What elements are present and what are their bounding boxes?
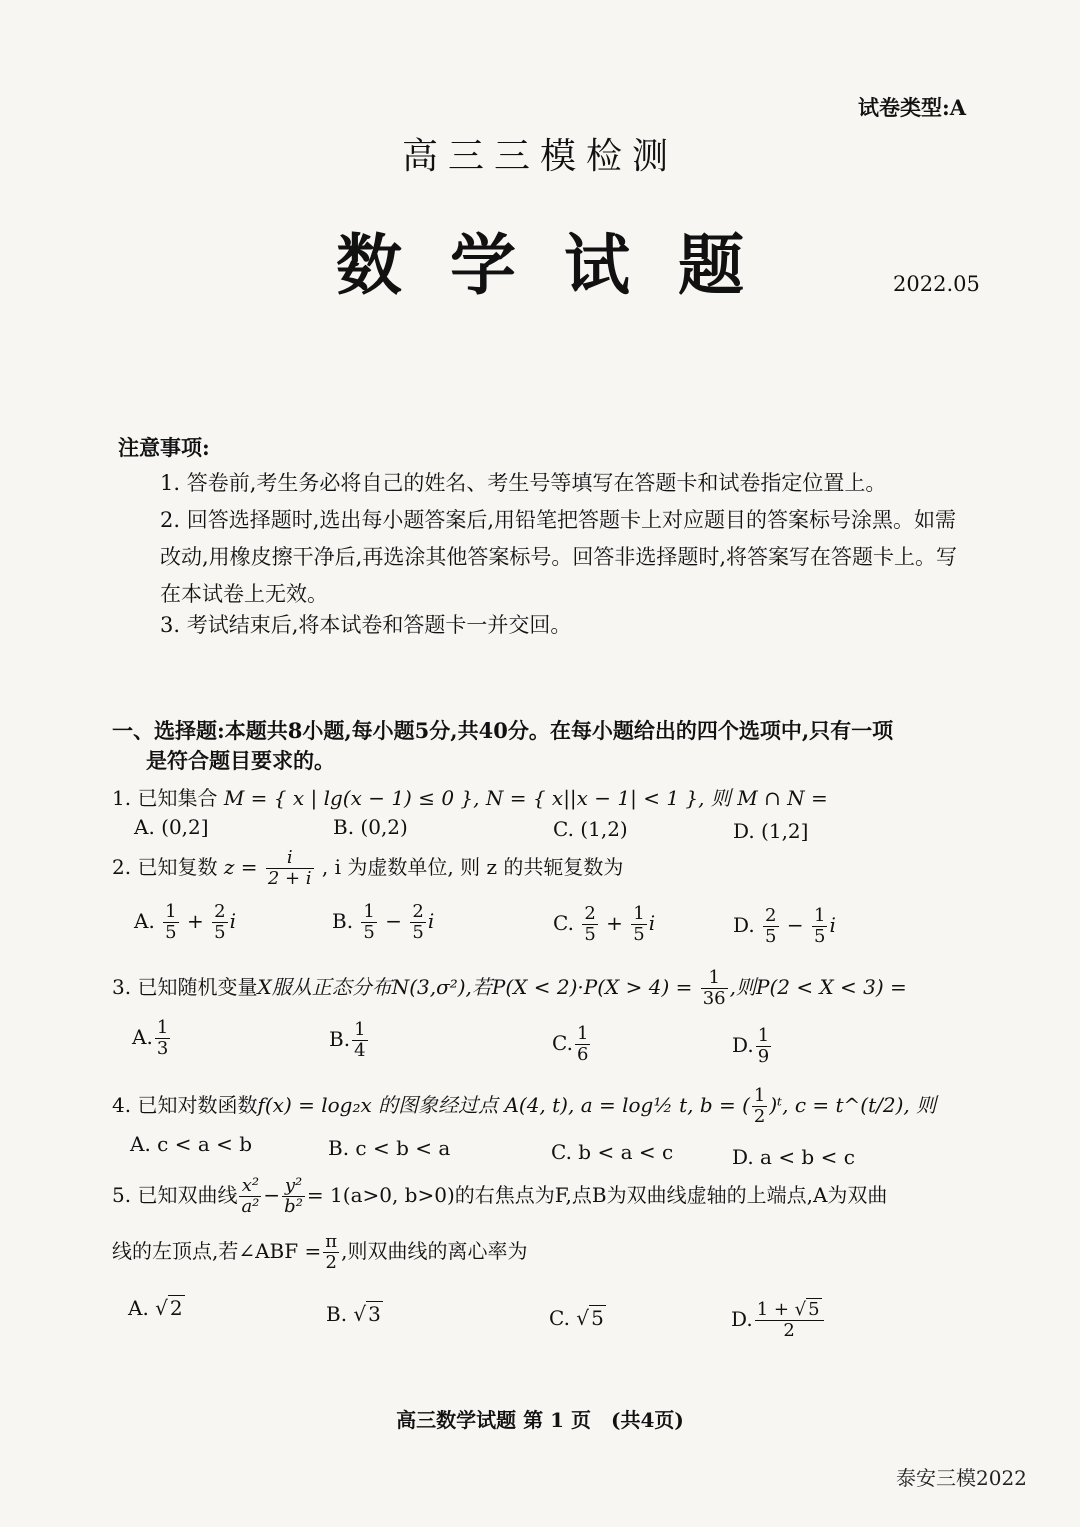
fraction-numerator: 1 bbox=[633, 903, 645, 924]
question-2-option-d bbox=[733, 906, 836, 947]
stem-suffix: ,则双曲线的离心率为 bbox=[341, 1239, 528, 1263]
fraction-numerator: 1 bbox=[354, 1019, 366, 1040]
question-3-stem bbox=[112, 968, 907, 1009]
fraction-numerator: 1 bbox=[757, 1025, 770, 1046]
stem-prefix: 2. 已知复数 bbox=[112, 855, 218, 879]
option-label: B. bbox=[329, 1027, 351, 1051]
stem-fraction bbox=[266, 848, 314, 889]
question-1-option-d: D. (1,2] bbox=[733, 819, 809, 843]
fraction-denominator: 3 bbox=[156, 1038, 169, 1059]
stem-suffix: , i 为虚数单位, 则 z 的共轭复数为 bbox=[321, 855, 624, 879]
fraction-numerator: 2 bbox=[214, 901, 226, 922]
option-fraction bbox=[756, 1026, 771, 1067]
exam-date: 2022.05 bbox=[893, 272, 980, 296]
fraction-denominator: b² bbox=[284, 1196, 303, 1217]
stem-fraction bbox=[701, 968, 728, 1009]
section-line-1: 一、选择题:本题共8小题,每小题5分,共40分。在每小题给出的四个选项中,只有一项 bbox=[112, 718, 894, 743]
fraction-denominator: 5 bbox=[363, 922, 375, 943]
fraction-denominator: 2 bbox=[783, 1320, 795, 1341]
stem-fraction bbox=[282, 1176, 305, 1217]
notes-heading: 注意事项: bbox=[118, 435, 210, 460]
question-5-stem-line-1 bbox=[112, 1176, 887, 1217]
fraction-denominator: 6 bbox=[576, 1044, 589, 1065]
operator: + bbox=[186, 909, 204, 933]
fraction-denominator: 5 bbox=[584, 924, 596, 945]
question-3-option-b bbox=[329, 1020, 370, 1061]
option-fraction bbox=[582, 904, 597, 945]
question-4-option-b: B. c < b < a bbox=[328, 1136, 451, 1160]
stem-math: M = { x | lg(x − 1) ≤ 0 }, N = { x||x − 1| < 1 }, 则 M ∩ N = bbox=[223, 786, 828, 810]
question-5-option-d bbox=[731, 1300, 826, 1341]
fraction-numerator: 1 bbox=[701, 968, 728, 989]
fraction-numerator: π bbox=[325, 1231, 338, 1252]
question-5-option-b: B. √ 3 bbox=[326, 1302, 381, 1326]
question-1-option-a: A. (0,2] bbox=[134, 815, 209, 839]
fraction-numerator: 1 bbox=[753, 1085, 766, 1106]
stem-fraction bbox=[752, 1086, 767, 1127]
operator: + bbox=[606, 911, 623, 935]
stem-prefix: 5. 已知双曲线 bbox=[112, 1183, 238, 1207]
fraction-numerator: 1 bbox=[576, 1023, 589, 1044]
fraction-denominator: 4 bbox=[354, 1040, 366, 1061]
operator: − bbox=[263, 1183, 281, 1207]
question-4-option-a: A. c < a < b bbox=[130, 1132, 253, 1156]
operator: − bbox=[385, 909, 402, 933]
fraction-denominator: 5 bbox=[813, 926, 826, 947]
stem-suffix: )ᵗ, c = t^(t/2), 则 bbox=[769, 1093, 937, 1117]
option-label: B. bbox=[332, 909, 354, 933]
page-footer: 高三数学试题 第 1 页 (共4页) bbox=[396, 1408, 684, 1432]
section-heading bbox=[112, 716, 974, 776]
question-5-option-a: A. √ 2 bbox=[128, 1296, 183, 1320]
stem-math: f(x) = log₂x 的图象经过点 A(4, t), a = log½ t, b = ( bbox=[257, 1093, 750, 1117]
note-item-3 bbox=[118, 607, 974, 644]
note-text: 1. 答卷前,考生务必将自己的姓名、考生号等填写在答题卡和试卷指定位置上。 bbox=[160, 471, 887, 495]
radicand: 5 bbox=[591, 1306, 604, 1330]
question-4-stem bbox=[112, 1086, 936, 1127]
fraction-numerator: 1 bbox=[813, 905, 826, 926]
fraction-numerator: x² bbox=[239, 1176, 261, 1197]
option-fraction bbox=[163, 902, 178, 943]
stem-variable: z = bbox=[223, 855, 258, 879]
imaginary-unit: i bbox=[648, 911, 656, 935]
fraction-denominator: 5 bbox=[412, 922, 424, 943]
stem-fraction bbox=[239, 1176, 261, 1217]
option-fraction bbox=[212, 902, 227, 943]
imaginary-unit: i bbox=[829, 913, 836, 937]
fraction-denominator: 2 bbox=[325, 1252, 337, 1273]
stem-prefix: 线的左顶点,若∠ABF = bbox=[112, 1239, 322, 1263]
stem-mid: = 1(a>0, b>0)的右焦点为F,点B为双曲线虚轴的上端点,A为双曲 bbox=[306, 1183, 888, 1207]
operator: − bbox=[786, 913, 804, 937]
fraction-numerator: 1 bbox=[156, 1017, 169, 1038]
stem-suffix: ,则P(2 < X < 3) = bbox=[729, 975, 907, 999]
question-3-option-c bbox=[552, 1024, 592, 1065]
question-1-stem bbox=[112, 782, 828, 811]
option-label: A. bbox=[128, 1296, 149, 1320]
fraction-denominator: a² bbox=[241, 1196, 260, 1217]
stem-prefix: 3. 已知随机变量 bbox=[112, 975, 258, 999]
imaginary-unit: i bbox=[229, 909, 236, 933]
question-1-option-b: B. (0,2) bbox=[333, 815, 408, 839]
option-label: A. bbox=[134, 909, 155, 933]
fraction-denominator: 36 bbox=[702, 988, 726, 1009]
stem-math: X服从正态分布N(3,σ²),若P(X < 2)·P(X > 4) = bbox=[257, 975, 693, 999]
numerator-prefix: 1 + bbox=[756, 1299, 795, 1320]
fraction-numerator: 1 bbox=[165, 901, 177, 922]
note-item-1 bbox=[118, 465, 974, 502]
option-label: C. bbox=[553, 911, 574, 935]
question-4-option-c: C. b < a < c bbox=[551, 1140, 674, 1164]
option-fraction bbox=[631, 904, 646, 945]
question-2-option-c bbox=[553, 904, 655, 945]
option-label: D. bbox=[733, 913, 755, 937]
radicand: 3 bbox=[368, 1302, 381, 1326]
option-label: A. bbox=[132, 1025, 153, 1049]
imaginary-unit: i bbox=[427, 909, 435, 933]
question-3-option-d bbox=[732, 1026, 773, 1067]
radicand: 5 bbox=[808, 1299, 820, 1320]
fraction-denominator: 5 bbox=[165, 922, 177, 943]
fraction-denominator: 2 bbox=[753, 1106, 766, 1127]
fraction-numerator: 2 bbox=[412, 901, 424, 922]
stem-prefix: 4. 已知对数函数 bbox=[112, 1093, 258, 1117]
question-3-option-a bbox=[132, 1018, 172, 1059]
exam-title: 数学试题 bbox=[336, 226, 792, 304]
watermark-label: 泰安三模2022 bbox=[896, 1466, 1027, 1490]
exam-subtitle: 高三三模检测 bbox=[401, 136, 678, 177]
fraction-numerator: 2 bbox=[765, 905, 777, 926]
fraction-numerator: 1 bbox=[363, 901, 375, 922]
fraction-numerator: 1 + √ 5 bbox=[755, 1300, 824, 1321]
option-fraction bbox=[812, 906, 827, 947]
option-fraction bbox=[575, 1024, 590, 1065]
fraction-numerator: 2 bbox=[584, 903, 596, 924]
question-2-option-a bbox=[134, 902, 236, 943]
question-4-option-d: D. a < b < c bbox=[732, 1145, 855, 1169]
option-fraction bbox=[361, 902, 376, 943]
question-2-stem bbox=[112, 848, 623, 889]
fraction-denominator: 2 + i bbox=[267, 868, 312, 889]
question-1-option-c: C. (1,2) bbox=[553, 817, 628, 841]
option-label: C. bbox=[552, 1031, 573, 1055]
fraction-denominator: 9 bbox=[757, 1046, 770, 1067]
option-label: D. bbox=[731, 1307, 753, 1331]
option-fraction bbox=[155, 1018, 170, 1059]
question-5-stem-line-2 bbox=[112, 1232, 527, 1273]
option-label: D. bbox=[732, 1033, 754, 1057]
stem-prefix: 1. 已知集合 bbox=[112, 786, 218, 810]
option-fraction bbox=[763, 906, 778, 947]
fraction-denominator: 5 bbox=[633, 924, 645, 945]
option-label: B. bbox=[326, 1302, 348, 1326]
option-fraction bbox=[352, 1020, 367, 1061]
question-5-option-c: C. √ 5 bbox=[549, 1306, 604, 1330]
question-2-option-b bbox=[332, 902, 434, 943]
fraction-numerator: i bbox=[266, 848, 314, 869]
note-text: 3. 考试结束后,将本试卷和答题卡一并交回。 bbox=[160, 613, 572, 637]
fraction-denominator: 5 bbox=[214, 922, 226, 943]
section-line-2: 是符合题目要求的。 bbox=[146, 748, 335, 773]
paper-type-label: 试卷类型:A bbox=[858, 95, 967, 120]
note-item-2 bbox=[118, 502, 974, 613]
note-text: 2. 回答选择题时,选出每小题答案后,用铅笔把答题卡上对应题目的答案标号涂黑。如需改动,用橡皮擦干净后,再选涂其他答案标号。回答非选择题时,将答案写在答题卡上。写在本试卷上无效。 bbox=[160, 508, 958, 606]
fraction-numerator: y² bbox=[282, 1176, 305, 1197]
option-label: C. bbox=[549, 1306, 570, 1330]
option-fraction bbox=[755, 1300, 824, 1341]
radicand: 2 bbox=[169, 1296, 183, 1320]
option-fraction bbox=[410, 902, 425, 943]
stem-fraction bbox=[323, 1232, 339, 1273]
fraction-denominator: 5 bbox=[765, 926, 777, 947]
